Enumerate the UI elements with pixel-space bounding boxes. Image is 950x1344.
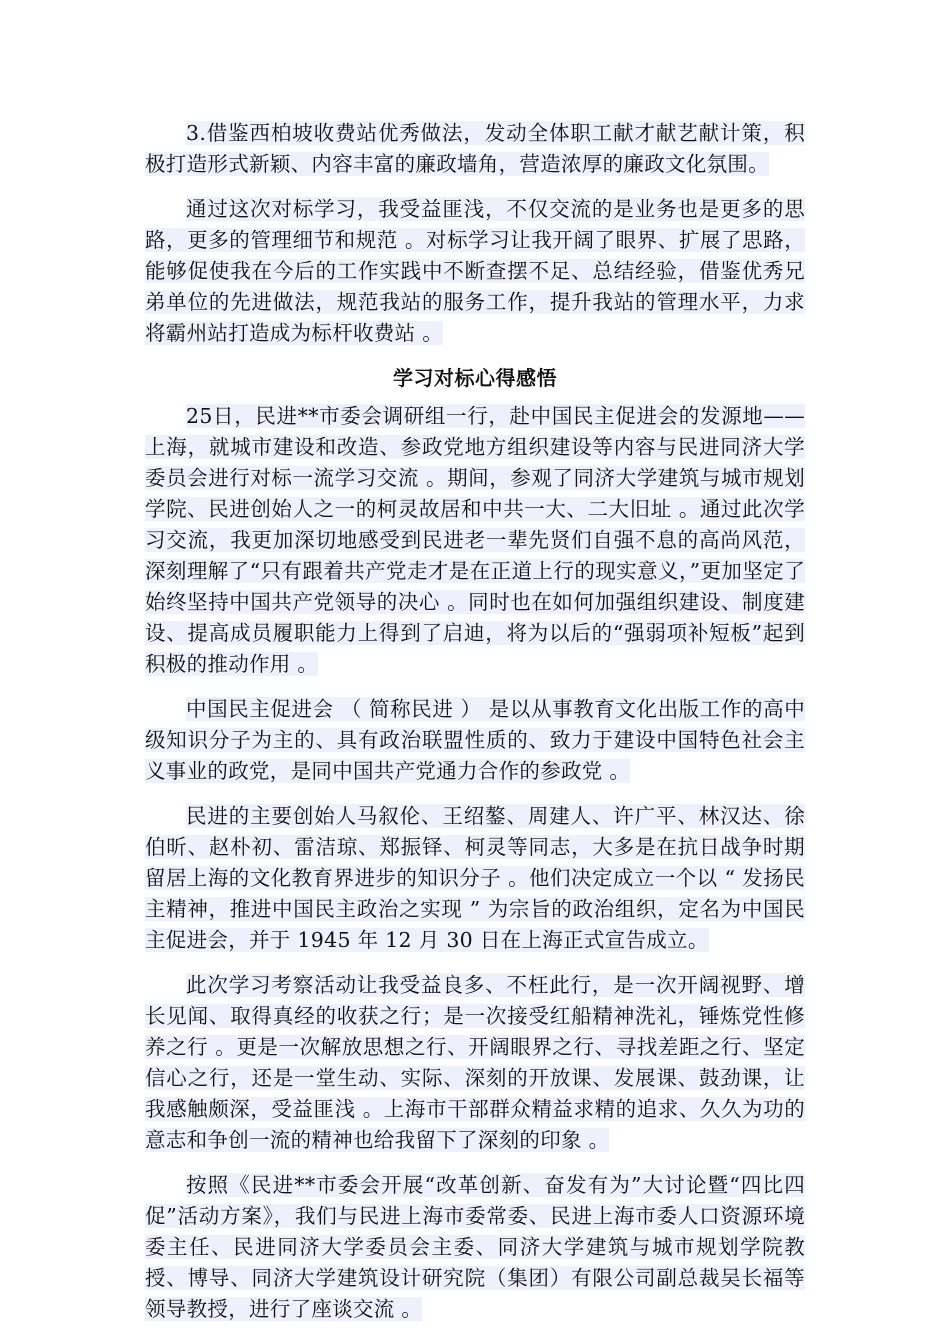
- paragraph-1-text: 3.借鉴西柏坡收费站优秀做法，发动全体职工献才献艺献计策，积极打造形式新颖、内容丰富的廉政墙角，营造浓厚的廉政文化氛围。: [145, 121, 805, 176]
- paragraph-6: [145, 970, 805, 1156]
- paragraph-2-text: 通过这次对标学习，我受益匪浅，不仅交流的是业务也是更多的思路，更多的管理细节和规范 。对标学习让我开阔了眼界、扩展了思路，能够促使我在今后的工作实践中不断查摆不足、总结经验，借鉴优秀兄弟单位的先进做法，规范我站的服务工作，提升我站的管理水平，力求将霸州站打造成为标杆收费站 。: [145, 197, 805, 345]
- paragraph-6-text: 此次学习考察活动让我受益良多、不枉此行，是一次开阔视野、增长见闻、取得真经的收获之行；是一次接受红船精神洗礼，锤炼党性修养之行 。更是一次解放思想之行、开阔眼界之行、寻找差距之行、坚定信心之行，还是一堂生动、实际、深刻的开放课、发展课、鼓劲课，让我感触颇深，受益匪浅 。上海市干部群众精益求精的追求、久久为功的意志和争创一流的精神也给我留下了深刻的印象 。: [145, 973, 805, 1152]
- paragraph-3: [145, 401, 805, 680]
- section-heading: 学习对标心得感悟: [393, 366, 557, 390]
- paragraph-4-text: 中国民主促进会 （ 简称民进 ） 是以从事教育文化出版工作的高中级知识分子为主的、具有政治联盟性质的、致力于建设中国特色社会主义事业的政党，是同中国共产党通力合作的参政党 。: [145, 697, 805, 783]
- paragraph-3-text: 25日，民进**市委会调研组一行，赴中国民主促进会的发源地——上海，就城市建设和改造、参政党地方组织建设等内容与民进同济大学委员会进行对标一流学习交流 。期间，参观了同济大学建筑与城市规划学院、民进创始人之一的柯灵故居和中共一大、二大旧址 。通过此次学习交流，我更加深切地感受到民进老一辈先贤们自强不息的高尚风范，深刻理解了“只有跟着共产党走才是在正道上行的现实意义，”更加坚定了始终坚持中国共产党领导的决心 。同时也在如何加强组织建设、制度建设、提高成员履职能力上得到了启迪，将为以后的“强弱项补短板”起到积极的推动作用 。: [145, 404, 805, 676]
- document-page: [145, 118, 805, 1339]
- paragraph-5-text: 民进的主要创始人马叙伦、王绍鏊、周建人、许广平、林汉达、徐伯昕、赵朴初、雷洁琼、郑振铎、柯灵等同志，大多是在抗日战争时期留居上海的文化教育界进步的知识分子 。他们决定成立一个以 “ 发扬民主精神，推进中国民主政治之实现 ” 为宗旨的政治组织，定名为中国民主促进会，并于 1945 年 12 月 30 日在上海正式宣告成立。: [145, 804, 805, 952]
- paragraph-4: [145, 694, 805, 787]
- paragraph-5: [145, 801, 805, 956]
- paragraph-7-text: 按照《民进**市委会开展“改革创新、奋发有为”大讨论暨“四比四促”活动方案》，我们与民进上海市委常委、民进上海市委人口资源环境委主任、民进同济大学委员会主委、同济大学建筑与城市规划学院教授、博导、同济大学建筑设计研究院（集团）有限公司副总裁吴长福等领导教授，进行了座谈交流 。: [145, 1173, 805, 1321]
- paragraph-7: [145, 1170, 805, 1325]
- paragraph-2: [145, 194, 805, 349]
- paragraph-1: [145, 118, 805, 180]
